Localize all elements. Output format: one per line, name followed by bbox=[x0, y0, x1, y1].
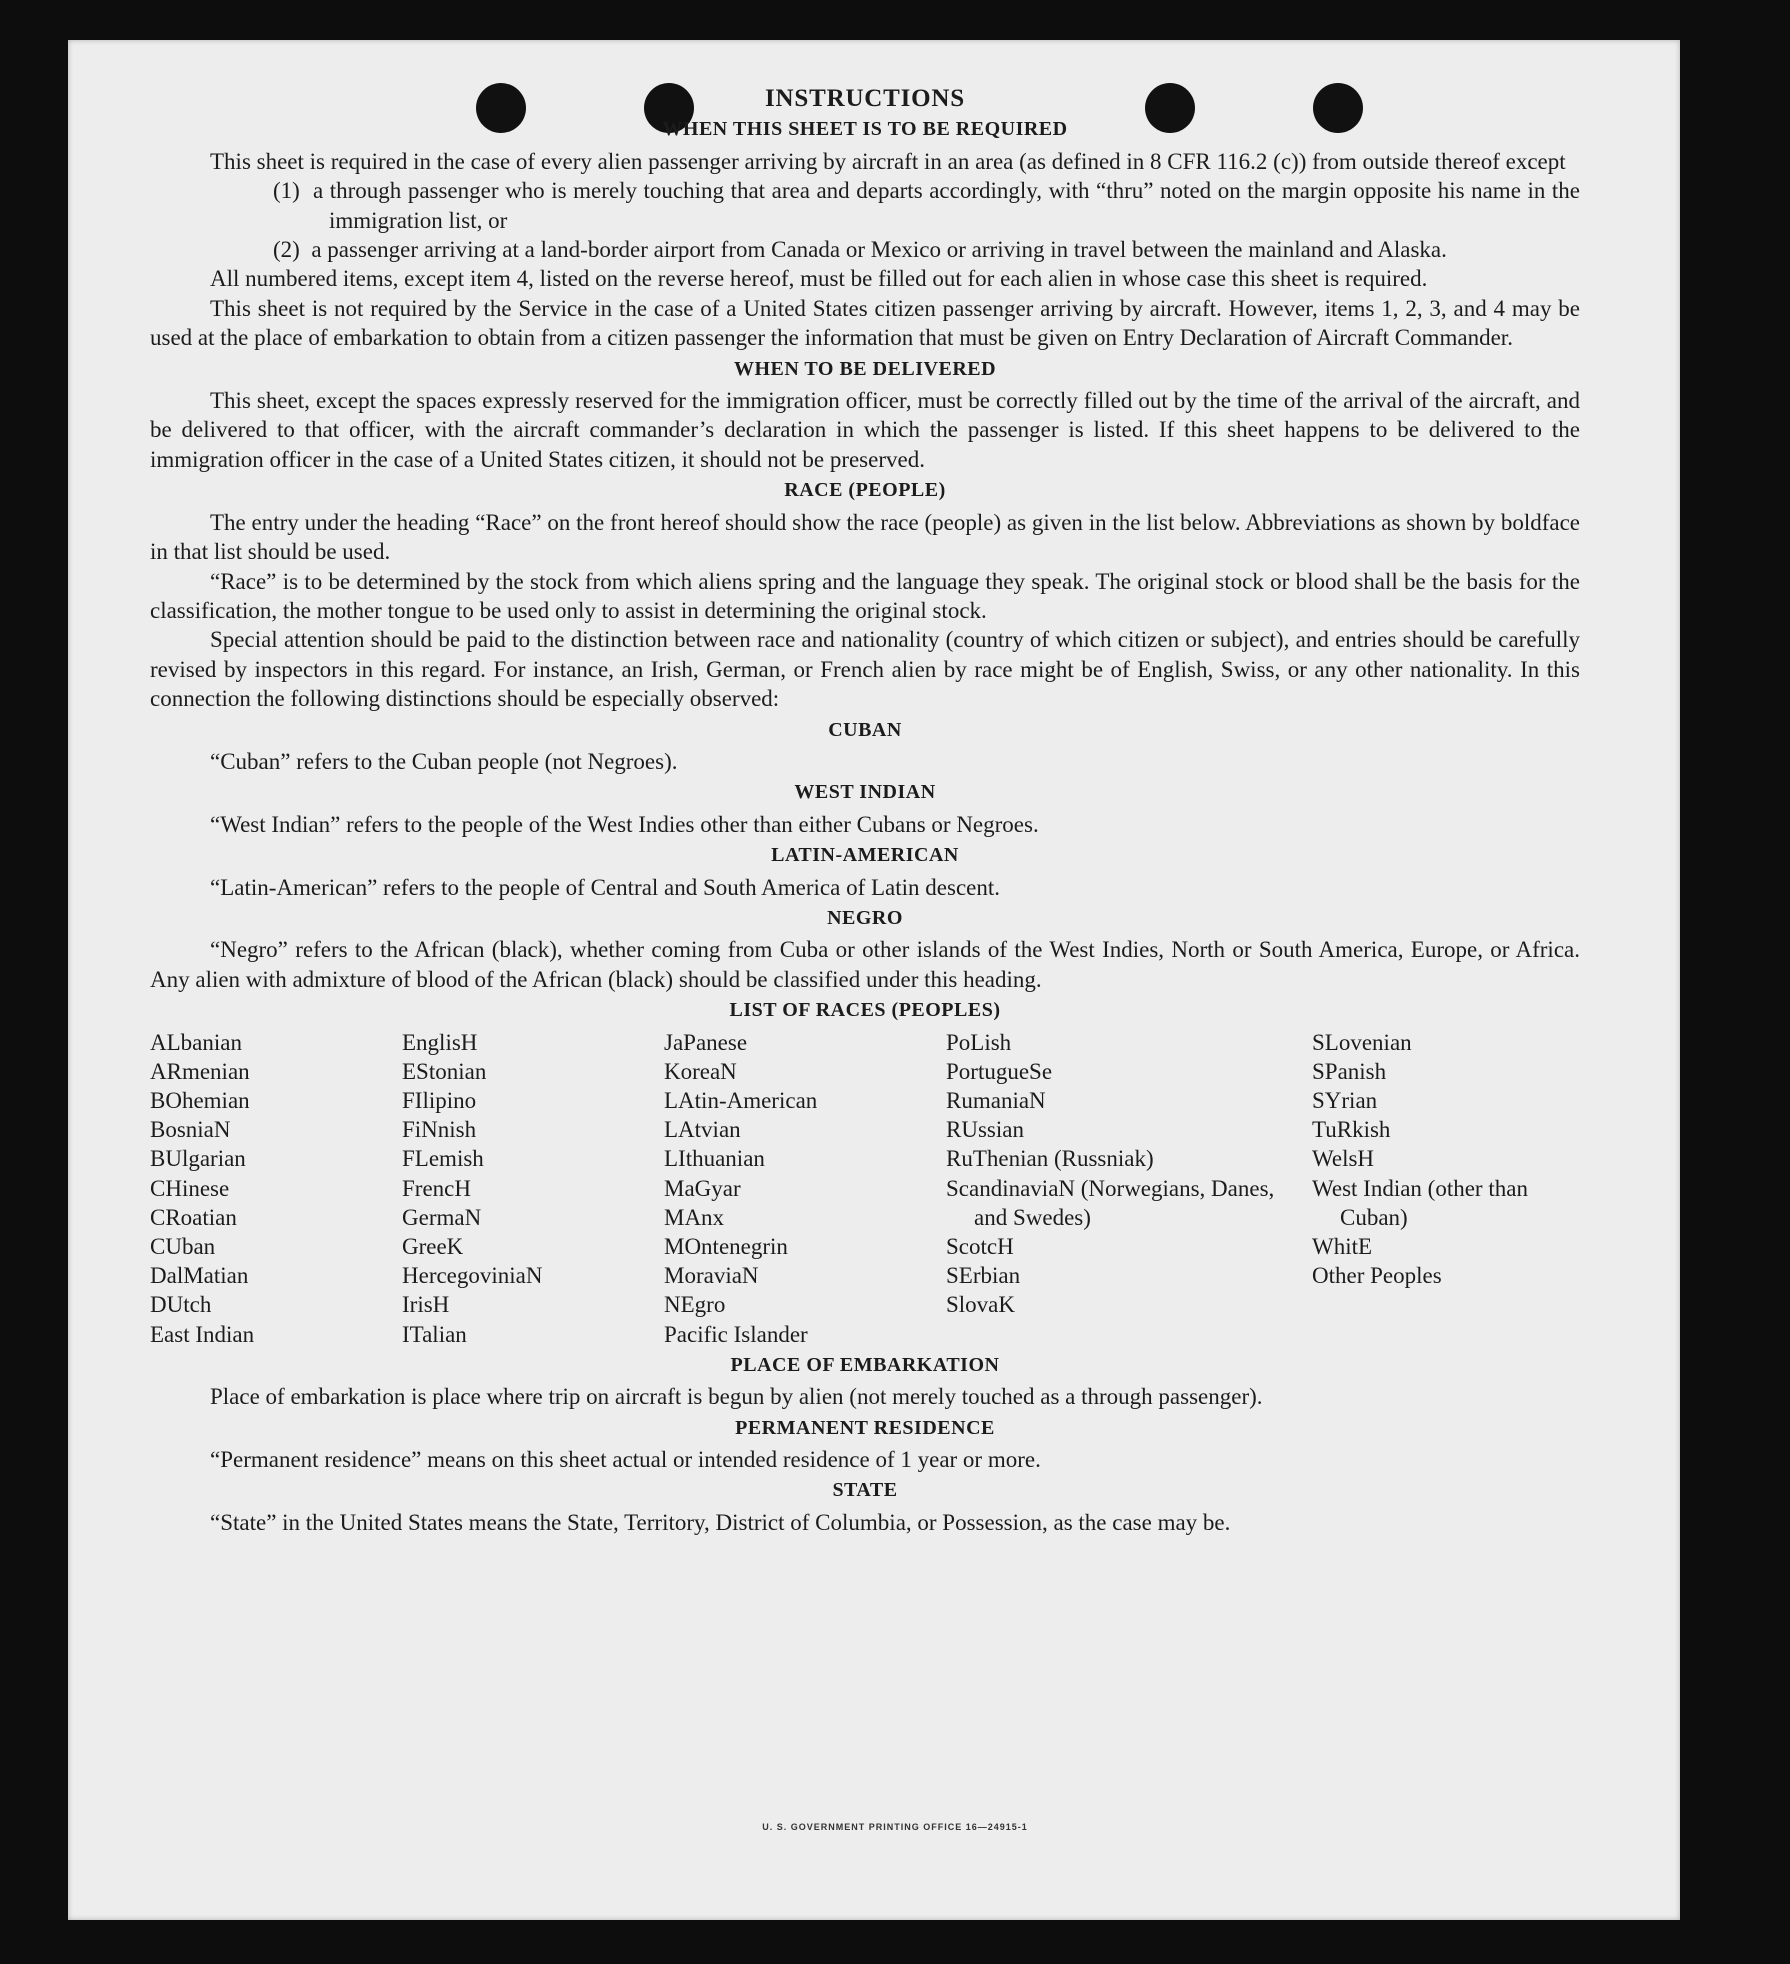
race-entry: MaGyar bbox=[664, 1175, 741, 1201]
race-entry: GreeK bbox=[402, 1234, 464, 1260]
race-paragraph: “Race” is to be determined by the stock from which aliens spring and the language they speak. The original stock or blood shall be the basis for the classification, the mother tongue to be used only to assist in determining the original stock. bbox=[150, 568, 1580, 623]
section-heading-residence: PERMANENT RESIDENCE bbox=[735, 1416, 995, 1439]
section-heading-list-of-races: LIST OF RACES (PEOPLES) bbox=[729, 999, 1001, 1022]
cuban-definition: “Cuban” refers to the Cuban people (not Negroes). bbox=[210, 748, 678, 774]
race-entry: ITalian bbox=[402, 1321, 467, 1347]
races-column bbox=[1312, 1028, 1580, 1349]
section-heading-latin-american: LATIN-AMERICAN bbox=[771, 844, 959, 867]
race-entry: BOhemian bbox=[150, 1088, 250, 1113]
race-entry: JaPanese bbox=[664, 1029, 748, 1055]
race-entry: LIthuanian bbox=[664, 1146, 765, 1172]
latin-american-definition: “Latin-American” refers to the people of Central and South America of Latin descent. bbox=[210, 874, 1000, 900]
race-entry: Other Peoples bbox=[1312, 1263, 1442, 1289]
section-heading-when-delivered: WHEN TO BE DELIVERED bbox=[733, 357, 997, 380]
race-entry: ARmenian bbox=[150, 1058, 250, 1084]
page-title: INSTRUCTIONS bbox=[765, 85, 965, 112]
race-entry: RUssian bbox=[946, 1117, 1024, 1143]
race-entry: SlovaK bbox=[946, 1292, 1015, 1318]
race-entry: ALbanian bbox=[150, 1029, 242, 1055]
race-entry: East Indian bbox=[150, 1321, 255, 1347]
section-heading-cuban: CUBAN bbox=[828, 718, 902, 741]
exception-item: (2) a passenger arriving at a land-border airport from Canada or Mexico or arriving in travel between the mainland and Alaska. bbox=[273, 237, 1447, 263]
race-paragraph: Special attention should be paid to the distinction between race and nationality (country of which citizen or subject), and entries should be carefully revised by inspectors in this regard. For instance, an Irish, German, or French alien by race might be of English, Swiss, or any other nationality. In this connection the following distinctions should be especially observed: bbox=[150, 627, 1580, 712]
races-column bbox=[402, 1028, 664, 1349]
state-definition: “State” in the United States means the State, Territory, District of Columbia, or Possession, as the case may be. bbox=[210, 1509, 1231, 1535]
race-entry: NEgro bbox=[664, 1292, 726, 1318]
race-entry: LAtin-American bbox=[664, 1088, 818, 1113]
race-entry: SPanish bbox=[1312, 1058, 1387, 1084]
race-entry: PortugueSe bbox=[946, 1058, 1053, 1084]
race-entry: SLovenian bbox=[1312, 1029, 1412, 1055]
race-entry: KoreaN bbox=[664, 1058, 737, 1084]
race-entry: ScotcH bbox=[946, 1234, 1014, 1260]
section-heading-race: RACE (PEOPLE) bbox=[784, 479, 946, 502]
race-entry: DalMatian bbox=[150, 1263, 249, 1289]
race-entry: SErbian bbox=[946, 1263, 1021, 1289]
instructions-content bbox=[150, 82, 1580, 1537]
race-entry: HercegoviniaN bbox=[402, 1263, 543, 1289]
race-entry: WhitE bbox=[1312, 1234, 1373, 1260]
section-heading-negro: NEGRO bbox=[827, 906, 903, 929]
race-entry: PoLish bbox=[946, 1029, 1012, 1055]
race-entry: WelsH bbox=[1312, 1146, 1375, 1172]
race-entry: Pacific Islander bbox=[664, 1321, 808, 1347]
race-entry: CHinese bbox=[150, 1175, 230, 1201]
races-list bbox=[150, 1028, 1580, 1349]
numbered-items-paragraph: All numbered items, except item 4, listed on the reverse hereof, must be filled out for each alien in whose case this sheet is required. bbox=[210, 266, 1428, 292]
race-entry: FrencH bbox=[402, 1175, 471, 1201]
race-entry: BUlgarian bbox=[150, 1146, 246, 1172]
citizen-paragraph: This sheet is not required by the Service in the case of a United States citizen passenger arriving by aircraft. However, items 1, 2, 3, and 4 may be used at the place of embarkation to obtain from a citizen passenger the information that must be given on Entry Declaration of Aircraft Commander. bbox=[150, 295, 1580, 351]
exception-item: (1) a through passenger who is merely touching that area and departs accordingly, with “thru” noted on the margin opposite his name in the immigration list, or bbox=[273, 178, 1581, 233]
race-entry: DUtch bbox=[150, 1292, 212, 1318]
section-heading-embarkation: PLACE OF EMBARKATION bbox=[730, 1353, 1000, 1376]
race-paragraph: The entry under the heading “Race” on the front hereof should show the race (people) as given in the list below. Abbreviations as shown by boldface in that list should be used. bbox=[150, 509, 1580, 565]
section-heading-when-required: WHEN THIS SHEET IS TO BE REQUIRED bbox=[662, 118, 1068, 141]
embarkation-definition: Place of embarkation is place where trip on aircraft is begun by alien (not merely touched as a through passenger). bbox=[210, 1384, 1263, 1410]
intro-paragraph: This sheet is required in the case of every alien passenger arriving by aircraft in an area (as defined in 8 CFR 116.2 (c)) from outside thereof except bbox=[210, 148, 1566, 174]
residence-definition: “Permanent residence” means on this sheet actual or intended residence of 1 year or more. bbox=[210, 1447, 1041, 1473]
race-entry: RuThenian (Russniak) bbox=[946, 1146, 1154, 1172]
race-entry: TuRkish bbox=[1312, 1117, 1391, 1143]
race-entry: GermaN bbox=[402, 1204, 482, 1230]
race-entry: BosniaN bbox=[150, 1117, 231, 1143]
race-entry: West Indian (other than Cuban) bbox=[1312, 1175, 1528, 1230]
race-entry: CRoatian bbox=[150, 1204, 237, 1230]
section-heading-west-indian: WEST INDIAN bbox=[794, 781, 936, 804]
races-column bbox=[150, 1028, 402, 1349]
printing-office-imprint: U. S. GOVERNMENT PRINTING OFFICE 16—24915-1 bbox=[762, 1822, 1028, 1832]
race-entry: FLemish bbox=[402, 1146, 484, 1172]
race-entry: LAtvian bbox=[664, 1117, 741, 1143]
race-entry: MAnx bbox=[664, 1204, 725, 1230]
race-entry: CUban bbox=[150, 1234, 216, 1260]
race-entry: MOntenegrin bbox=[664, 1234, 788, 1260]
race-entry: EStonian bbox=[402, 1058, 487, 1084]
delivery-paragraph: This sheet, except the spaces expressly reserved for the immigration officer, must be correctly filled out by the time of the arrival of the aircraft, and be delivered to that officer, with the aircraft commander’s declaration in which the passenger is listed. If this sheet happens to be delivered to the immigration officer in the case of a United States citizen, it should not be preserved. bbox=[150, 388, 1580, 472]
race-entry: IrisH bbox=[402, 1292, 450, 1318]
negro-definition: “Negro” refers to the African (black), whether coming from Cuba or other islands of the West Indies, North or South America, Europe, or Africa. Any alien with admixture of blood of the African (black) should be classified under this heading. bbox=[150, 937, 1580, 992]
race-entry: EnglisH bbox=[402, 1029, 478, 1055]
race-entry: ScandinaviaN (Norwegians, Danes, and Swedes) bbox=[946, 1175, 1275, 1230]
section-heading-state: STATE bbox=[832, 1479, 898, 1502]
races-column bbox=[946, 1028, 1312, 1349]
race-entry: MoraviaN bbox=[664, 1263, 759, 1289]
race-entry: FiNnish bbox=[402, 1117, 477, 1143]
race-entry: SYrian bbox=[1312, 1088, 1378, 1113]
race-entry: RumaniaN bbox=[946, 1088, 1046, 1113]
west-indian-definition: “West Indian” refers to the people of the West Indies other than either Cubans or Negroes. bbox=[210, 811, 1039, 837]
races-column bbox=[664, 1028, 946, 1349]
race-entry: FIlipino bbox=[402, 1088, 477, 1113]
